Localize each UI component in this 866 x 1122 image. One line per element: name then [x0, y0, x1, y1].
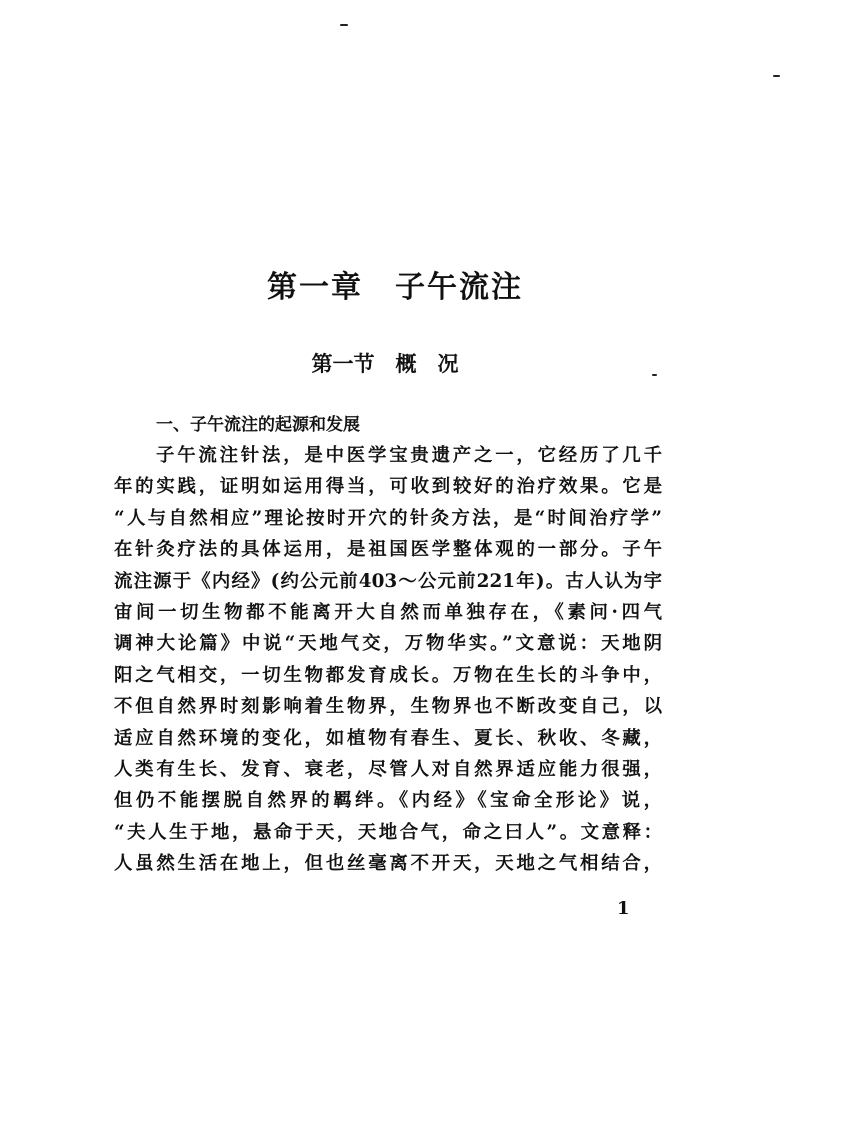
paragraph-line: 子午流注针法，是中医学宝贵遗产之一，它经历了几千	[156, 445, 662, 466]
paragraph-line: 流注源于《内经》(约公元前403～公元前221年)。古人认为宇	[114, 570, 662, 592]
scan-speck	[340, 24, 348, 26]
page-number: 1	[617, 898, 630, 919]
subsection-heading: 一、子午流注的起源和发展	[156, 415, 360, 435]
paragraph-line: 调神大论篇》中说“天地气交，万物华实。”文意说：天地阴	[114, 633, 662, 655]
section-title: 第一节 概 况	[311, 351, 459, 376]
chapter-title: 第一章 子午流注	[267, 270, 523, 305]
paragraph-line: 不但自然界时刻影响着生物界，生物界也不断改变自己，以	[114, 696, 662, 718]
paragraph-line: 人类有生长、发育、衰老，尽管人对自然界适应能力很强，	[114, 758, 662, 780]
paragraph-line: 在针灸疗法的具体运用，是祖国医学整体观的一部分。子午	[114, 539, 662, 561]
paragraph-line: 适应自然环境的变化，如植物有春生、夏长、秋收、冬藏，	[114, 727, 662, 749]
scan-speck	[773, 75, 780, 77]
paragraph-line: 但仍不能摆脱自然界的羁绊。《内经》《宝命全形论》说，	[114, 790, 662, 812]
paragraph-line: 阳之气相交，一切生物都发育成长。万物在生长的斗争中，	[114, 664, 662, 686]
paragraph-line: “夫人生于地，悬命于天，天地合气，命之曰人”。文意释：	[114, 821, 662, 843]
paragraph-line: 年的实践，证明如运用得当，可收到较好的治疗效果。它是	[114, 476, 662, 498]
paragraph-line: “人与自然相应”理论按时开穴的针灸方法，是“时间治疗学”	[114, 507, 662, 529]
paragraph-line: 人虽然生活在地上，但也丝毫离不开天，天地之气相结合，	[114, 853, 662, 875]
paragraph-line: 宙间一切生物都不能离开大自然而单独存在，《素问·四气	[114, 601, 662, 623]
body-paragraph	[114, 440, 662, 879]
